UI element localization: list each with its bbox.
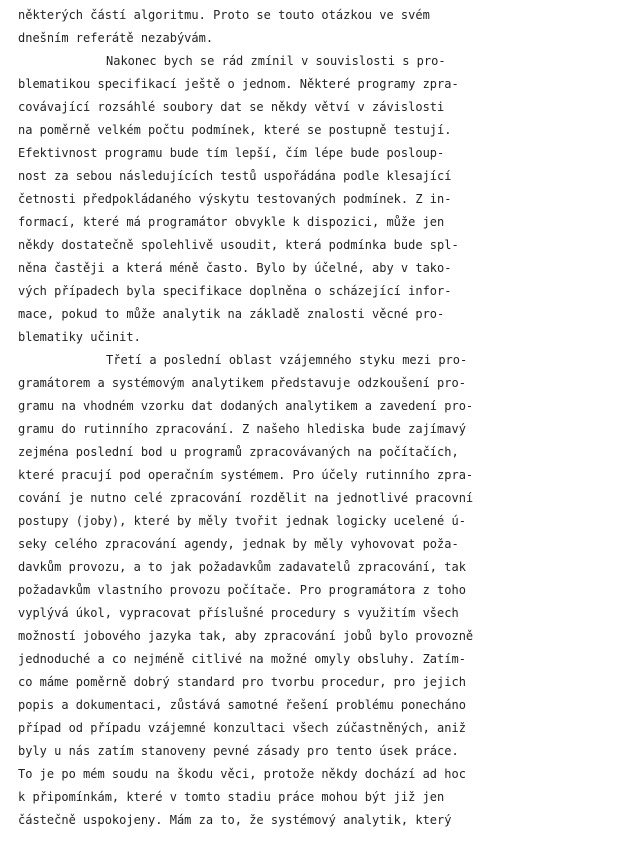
text-line	[18, 280, 614, 303]
text-line	[18, 786, 614, 809]
text-line	[18, 188, 614, 211]
line-text: mace, pokud to může analytik na základě znalosti věcné pro-	[18, 307, 445, 321]
text-line	[18, 510, 614, 533]
line-text: na poměrně velkém počtu podmínek, které se postupně testují.	[18, 123, 452, 137]
text-line	[18, 165, 614, 188]
text-line	[18, 487, 614, 510]
text-line	[18, 648, 614, 671]
line-text: co máme poměrně dobrý standard pro tvorbu procedur, pro jejich	[18, 675, 466, 689]
text-line	[18, 4, 614, 27]
line-text: formací, které má programátor obvykle k dispozici, může jen	[18, 215, 445, 229]
line-text: dnešním referátě nezabývám.	[18, 31, 214, 45]
text-line	[18, 372, 614, 395]
line-text: k připomínkám, které v tomto stadiu práce mohou být již jen	[18, 790, 445, 804]
line-text: To je po mém soudu na škodu věci, protože někdy dochází ad hoc	[18, 767, 466, 781]
line-text: četnosti předpokládaného výskytu testovaných podmínek. Z in-	[18, 192, 452, 206]
line-text: Efektivnost programu bude tím lepší, čím lépe bude posloup-	[18, 146, 445, 160]
line-text: jednoduché a co nejméně citlivé na možné omyly obsluhy. Zatím-	[18, 652, 466, 666]
text-line	[18, 142, 614, 165]
text-line	[18, 740, 614, 763]
line-text: vých případech byla specifikace doplněna o scházející infor-	[18, 284, 452, 298]
text-line	[18, 809, 614, 832]
line-text: možností jobového jazyka tak, aby zpracování jobů bylo provozně	[18, 629, 474, 643]
text-line	[18, 671, 614, 694]
line-text: požadavkům vlastního provozu počítače. Pro programátora z toho	[18, 583, 466, 597]
line-text: částečně uspokojeny. Mám za to, že systémový analytik, který	[18, 813, 452, 827]
text-line	[18, 763, 614, 786]
line-text: nost za sebou následujících testů uspořádána podle klesající	[18, 169, 452, 183]
line-text: některých částí algoritmu. Proto se touto otázkou ve svém	[18, 8, 430, 22]
text-line	[18, 602, 614, 625]
line-text: vyplývá úkol, vypracovat příslušné procedury s využitím všech	[18, 606, 459, 620]
text-line	[18, 717, 614, 740]
line-text: popis a dokumentaci, zůstává samotné řešení problému ponecháno	[18, 698, 466, 712]
line-text: covávající rozsáhlé soubory dat se někdy větví v závislosti	[18, 100, 445, 114]
text-line	[18, 27, 614, 50]
line-text: byly u nás zatím stanoveny pevné zásady pro tento úsek práce.	[18, 744, 459, 758]
text-line	[18, 349, 614, 372]
line-text: gramu do rutinního zpracování. Z našeho hlediska bude zajímavý	[18, 422, 466, 436]
text-line	[18, 464, 614, 487]
line-text: blematikou specifikací ještě o jednom. Některé programy zpra-	[18, 77, 459, 91]
text-line	[18, 326, 614, 349]
text-line	[18, 96, 614, 119]
line-text: cování je nutno celé zpracování rozdělit na jednotlivé pracovní	[18, 491, 474, 505]
text-line	[18, 234, 614, 257]
text-line	[18, 556, 614, 579]
text-line	[18, 694, 614, 717]
text-line	[18, 257, 614, 280]
line-text: něna častěji a která méně často. Bylo by účelné, aby v tako-	[18, 261, 452, 275]
line-text: někdy dostatečně spolehlivě usoudit, která podmínka bude spl-	[18, 238, 459, 252]
text-line	[18, 211, 614, 234]
text-line	[18, 579, 614, 602]
line-text: Nakonec bych se rád zmínil v souvislosti s pro-	[106, 54, 446, 68]
line-text: Třetí a poslední oblast vzájemného styku mezi pro-	[106, 353, 468, 367]
text-line	[18, 50, 614, 73]
line-text: gramu na vhodném vzorku dat dodaných analytikem a zavedení pro-	[18, 399, 474, 413]
text-line	[18, 395, 614, 418]
line-text: seky celého zpracování agendy, jednak by měly vyhovovat poža-	[18, 537, 459, 551]
text-line	[18, 73, 614, 96]
text-line	[18, 119, 614, 142]
line-text: davkům provozu, a to jak požadavkům zadavatelů zpracování, tak	[18, 560, 466, 574]
line-text: které pracují pod operačním systémem. Pro účely rutinního zpra-	[18, 468, 474, 482]
text-body	[18, 4, 614, 832]
text-line	[18, 303, 614, 326]
text-line	[18, 441, 614, 464]
line-text: postupy (joby), které by měly tvořit jednak logicky ucelené ú-	[18, 514, 466, 528]
line-text: zejména poslední bod u programů zpracovávaných na počítačích,	[18, 445, 459, 459]
line-text: případ od případu vzájemné konzultaci všech zúčastněných, aniž	[18, 721, 466, 735]
line-text: blematiky učinit.	[18, 330, 141, 344]
text-line	[18, 418, 614, 441]
text-line	[18, 625, 614, 648]
text-line	[18, 533, 614, 556]
line-text: gramátorem a systémovým analytikem představuje odzkoušení pro-	[18, 376, 466, 390]
